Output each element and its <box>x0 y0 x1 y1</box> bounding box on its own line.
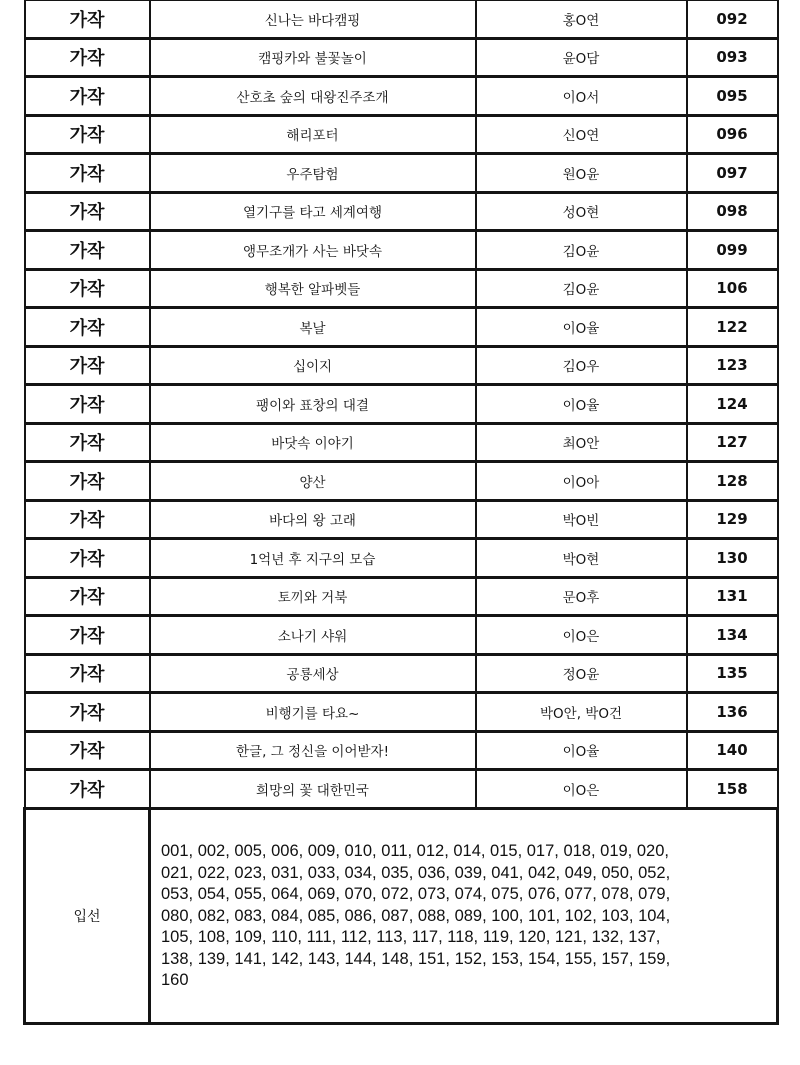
table-row <box>25 231 778 270</box>
grade-cell: 가작 <box>25 539 150 578</box>
author-cell: 홍O연 <box>476 0 687 38</box>
grade-cell: 가작 <box>25 346 150 385</box>
author-cell: 원O윤 <box>476 154 687 193</box>
table-row <box>25 346 778 385</box>
grade-cell: 가작 <box>25 385 150 424</box>
table-row <box>25 693 778 732</box>
title-cell: 1억년 후 지구의 모습 <box>150 539 476 578</box>
title-cell: 바닷속 이야기 <box>150 423 476 462</box>
title-cell: 열기구를 타고 세계여행 <box>150 192 476 231</box>
entry-number-cell: 136 <box>687 693 778 732</box>
grade-cell: 가작 <box>25 500 150 539</box>
title-cell: 한글, 그 정신을 이어받자! <box>150 731 476 770</box>
entry-number-cell: 095 <box>687 77 778 116</box>
entry-number-cell: 128 <box>687 462 778 501</box>
author-cell: 이O은 <box>476 616 687 655</box>
entry-number-cell: 099 <box>687 231 778 270</box>
table-row <box>25 500 778 539</box>
entry-number-cell: 127 <box>687 423 778 462</box>
author-cell: 김O우 <box>476 346 687 385</box>
table-row <box>25 731 778 770</box>
table-row <box>25 308 778 347</box>
grade-cell: 가작 <box>25 654 150 693</box>
title-cell: 희망의 꽃 대한민국 <box>150 770 476 809</box>
title-cell: 십이지 <box>150 346 476 385</box>
table-row <box>25 577 778 616</box>
title-cell: 소나기 샤워 <box>150 616 476 655</box>
author-cell: 성O현 <box>476 192 687 231</box>
grade-cell: 가작 <box>25 770 150 809</box>
title-cell: 토끼와 거북 <box>150 577 476 616</box>
author-cell: 박O안, 박O건 <box>476 693 687 732</box>
table-row <box>25 539 778 578</box>
author-cell: 김O윤 <box>476 231 687 270</box>
honorable-mention-list-cell <box>150 808 778 1023</box>
entry-number-cell: 130 <box>687 539 778 578</box>
grade-cell: 가작 <box>25 231 150 270</box>
table-row <box>25 616 778 655</box>
title-cell: 캠핑카와 불꽃놀이 <box>150 38 476 77</box>
entry-number-cell: 135 <box>687 654 778 693</box>
author-cell: 이O서 <box>476 77 687 116</box>
entry-number-cell: 098 <box>687 192 778 231</box>
entry-number-cell: 134 <box>687 616 778 655</box>
author-cell: 이O아 <box>476 462 687 501</box>
honorable-mention-numbers: 001, 002, 005, 006, 009, 010, 011, 012, 014, 015, 017, 018, 019, 020, 021, 022, 023, 031, 033, 034, 035, 036, 039, 041, 042, 049, 050, 052, 053, 054, 055, 064, 069, 070, 072, 073, 074, 075, 076, 077, 078, 079, 080, 082, 083, 084, 085, 086, 087, 088, 089, 100, 101, 102, 103, 104, 105, 108, 109, 110, 111, 112, 113, 117, 118, 119, 120, 121, 132, 137, 138, 139, 141, 142, 143, 144, 148, 151, 152, 153, 154, 155, 157, 159, 160 <box>161 841 671 990</box>
entry-number-cell: 096 <box>687 115 778 154</box>
entry-number-cell: 124 <box>687 385 778 424</box>
author-cell: 이O율 <box>476 385 687 424</box>
entry-number-cell: 122 <box>687 308 778 347</box>
title-cell: 팽이와 표창의 대결 <box>150 385 476 424</box>
grade-cell: 가작 <box>25 731 150 770</box>
award-results-table <box>23 0 779 1025</box>
table-row <box>25 77 778 116</box>
entry-number-cell: 106 <box>687 269 778 308</box>
grade-cell: 가작 <box>25 192 150 231</box>
entry-number-cell: 129 <box>687 500 778 539</box>
entry-number-cell: 092 <box>687 0 778 38</box>
table-row <box>25 654 778 693</box>
author-cell: 최O안 <box>476 423 687 462</box>
author-cell: 이O은 <box>476 770 687 809</box>
entry-number-cell: 131 <box>687 577 778 616</box>
grade-cell: 가작 <box>25 616 150 655</box>
title-cell: 양산 <box>150 462 476 501</box>
title-cell: 행복한 알파벳들 <box>150 269 476 308</box>
author-cell: 박O빈 <box>476 500 687 539</box>
title-cell: 산호초 숲의 대왕진주조개 <box>150 77 476 116</box>
honorable-mention-row <box>25 808 778 1023</box>
table-row <box>25 462 778 501</box>
author-cell: 박O현 <box>476 539 687 578</box>
grade-cell: 가작 <box>25 115 150 154</box>
table-row <box>25 269 778 308</box>
author-cell: 윤O담 <box>476 38 687 77</box>
author-cell: 문O후 <box>476 577 687 616</box>
award-rows <box>25 0 778 1023</box>
grade-cell: 가작 <box>25 308 150 347</box>
title-cell: 해리포터 <box>150 115 476 154</box>
table-row <box>25 192 778 231</box>
grade-cell: 가작 <box>25 0 150 38</box>
grade-cell: 가작 <box>25 38 150 77</box>
grade-cell: 가작 <box>25 577 150 616</box>
grade-cell: 가작 <box>25 423 150 462</box>
title-cell: 공룡세상 <box>150 654 476 693</box>
table-row <box>25 770 778 809</box>
title-cell: 복날 <box>150 308 476 347</box>
author-cell: 신O연 <box>476 115 687 154</box>
grade-cell: 가작 <box>25 154 150 193</box>
title-cell: 우주탐험 <box>150 154 476 193</box>
grade-cell: 가작 <box>25 462 150 501</box>
entry-number-cell: 097 <box>687 154 778 193</box>
grade-cell: 가작 <box>25 77 150 116</box>
table-row <box>25 115 778 154</box>
table-row <box>25 385 778 424</box>
entry-number-cell: 158 <box>687 770 778 809</box>
author-cell: 정O윤 <box>476 654 687 693</box>
title-cell: 앵무조개가 사는 바닷속 <box>150 231 476 270</box>
title-cell: 바다의 왕 고래 <box>150 500 476 539</box>
author-cell: 김O윤 <box>476 269 687 308</box>
table-row <box>25 0 778 38</box>
title-cell: 신나는 바다캠핑 <box>150 0 476 38</box>
grade-cell: 가작 <box>25 693 150 732</box>
table-row <box>25 423 778 462</box>
entry-number-cell: 140 <box>687 731 778 770</box>
table-row <box>25 154 778 193</box>
table-row <box>25 38 778 77</box>
honorable-mention-label: 입선 <box>25 808 150 1023</box>
entry-number-cell: 123 <box>687 346 778 385</box>
title-cell: 비행기를 타요~ <box>150 693 476 732</box>
grade-cell: 가작 <box>25 269 150 308</box>
author-cell: 이O율 <box>476 308 687 347</box>
author-cell: 이O율 <box>476 731 687 770</box>
entry-number-cell: 093 <box>687 38 778 77</box>
